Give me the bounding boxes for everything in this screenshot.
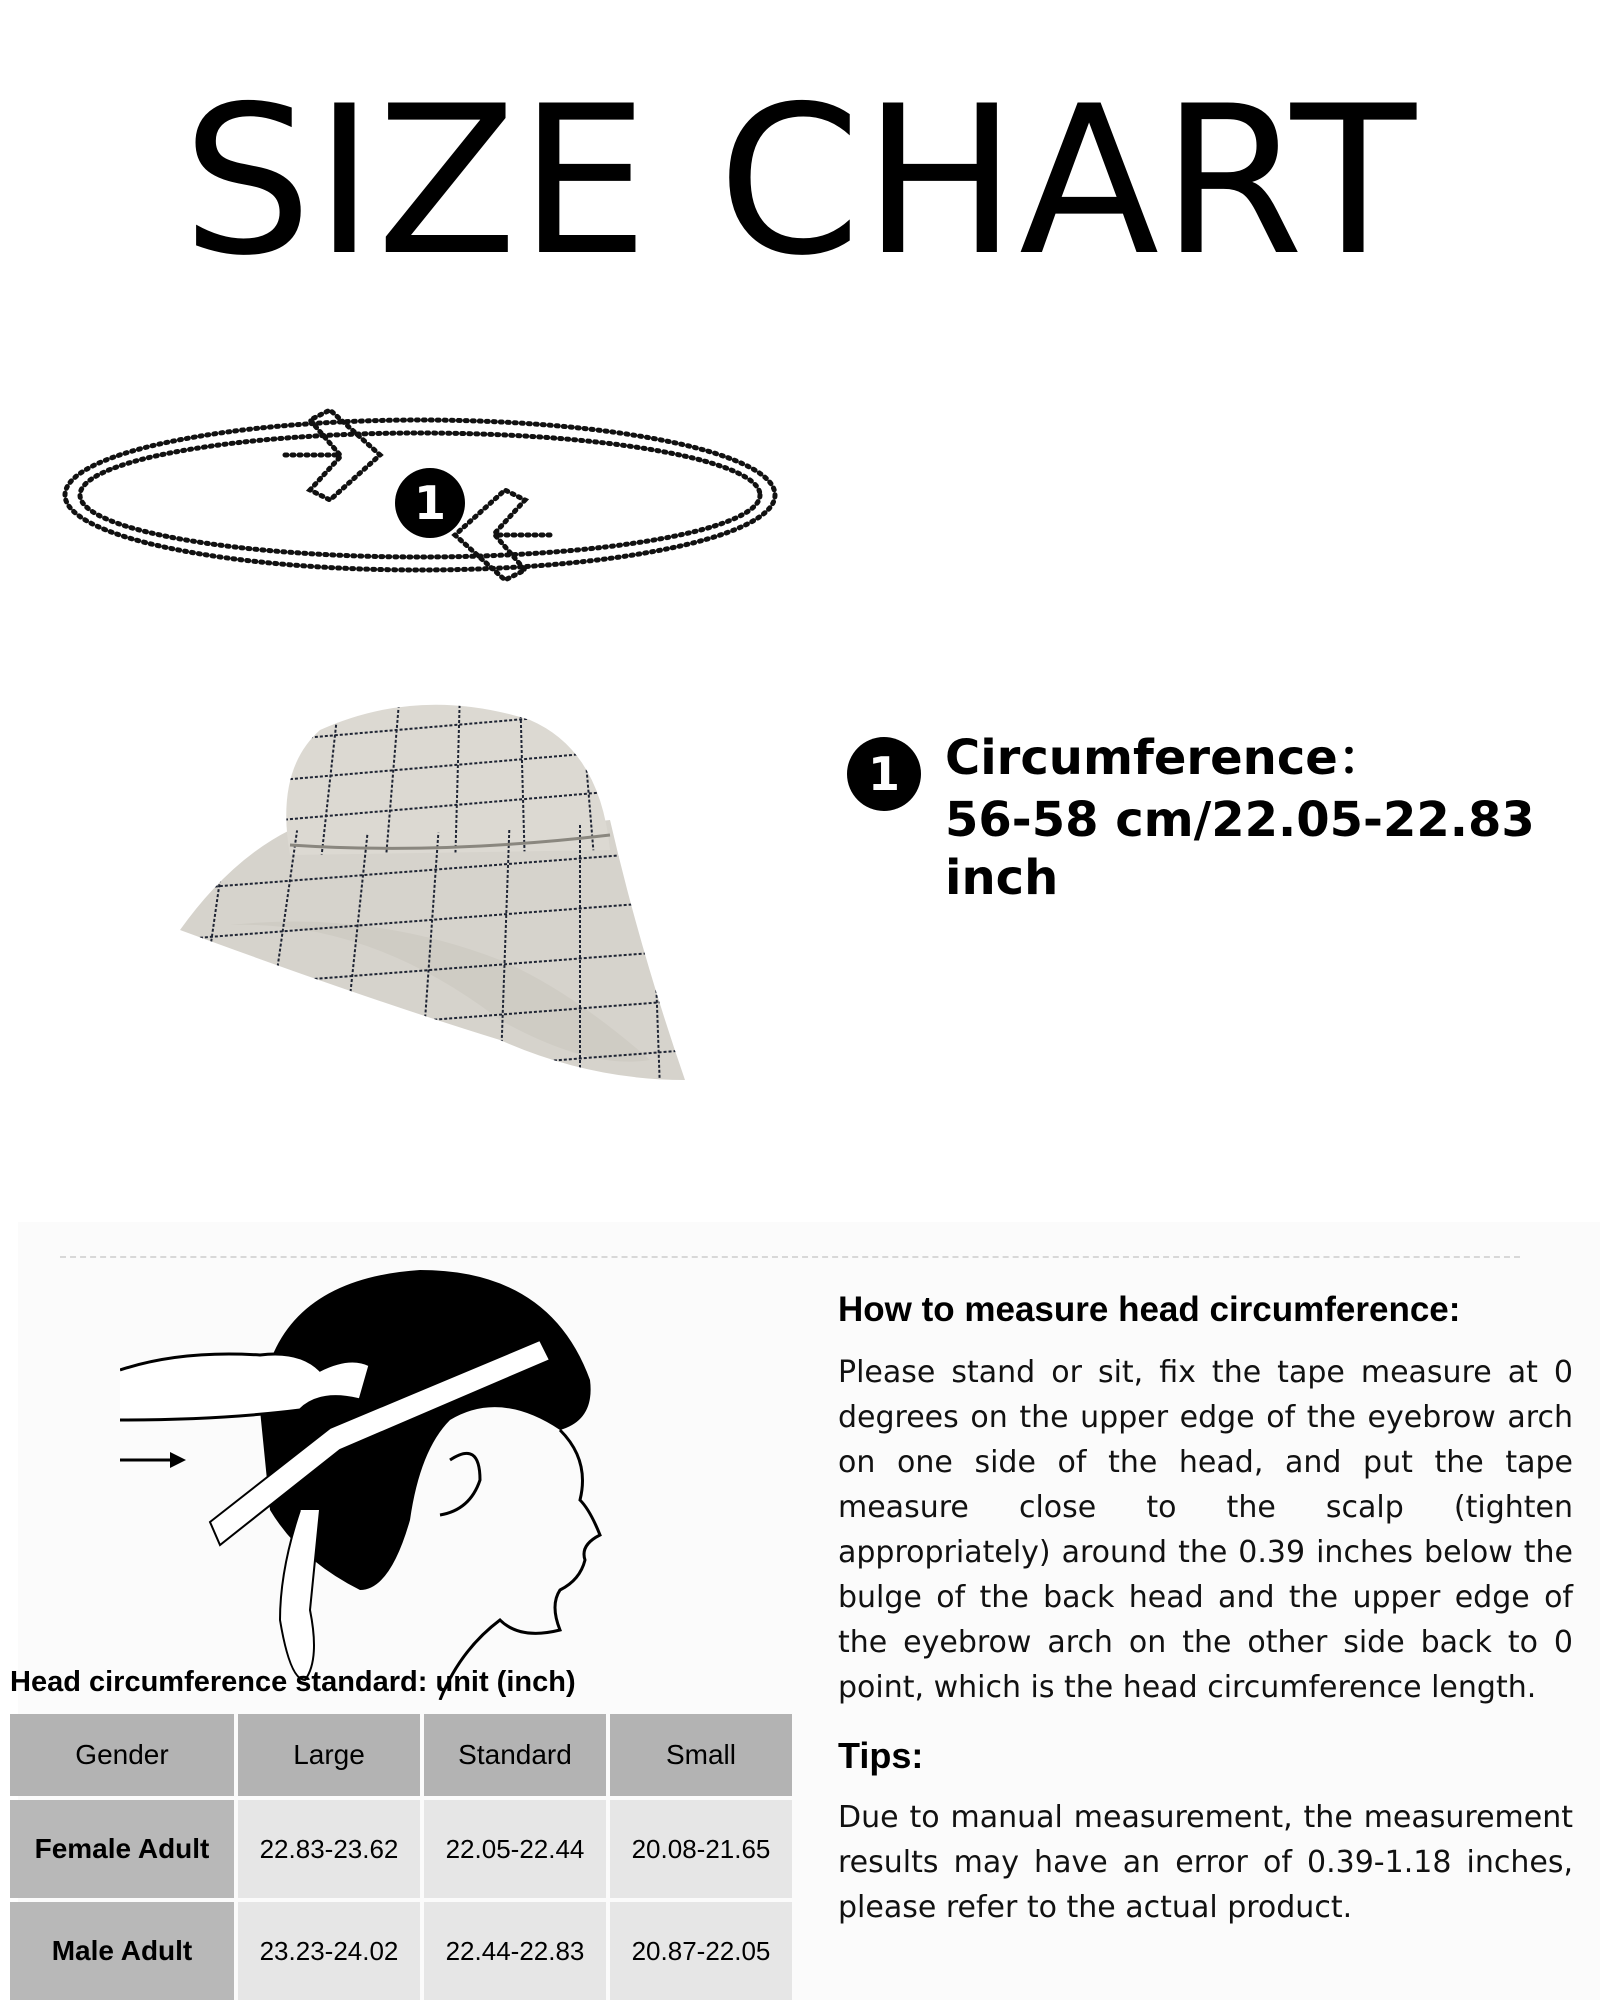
ring-number-text: 1 bbox=[413, 476, 447, 530]
row-label-female-adult: Female Adult bbox=[10, 1800, 234, 1898]
head-measurement-illustration bbox=[120, 1260, 640, 1700]
circumference-number-badge bbox=[845, 735, 923, 813]
table-row bbox=[10, 1800, 792, 1898]
column-header-gender: Gender bbox=[10, 1714, 234, 1796]
column-header-small: Small bbox=[610, 1714, 792, 1796]
measuring-ring-illustration bbox=[50, 395, 790, 625]
size-table-caption: Head circumference standard: unit (inch) bbox=[10, 1666, 576, 1698]
table-cell: 22.05-22.44 bbox=[424, 1800, 606, 1898]
column-header-standard: Standard bbox=[424, 1714, 606, 1796]
table-cell: 23.23-24.02 bbox=[238, 1902, 420, 2000]
howto-instructions: Please stand or sit, fix the tape measure at 0 degrees on the upper edge of the eyebrow arch on one side of the head, and put the tape measure close to the scalp (tighten appropriately) around the 0.39 inches below the bulge of the back head and the upper edge of the eyebrow arch on the other side back to 0 point, which is the head circumference length. bbox=[838, 1355, 1573, 1705]
row-label-male-adult: Male Adult bbox=[10, 1902, 234, 2000]
size-table bbox=[6, 1710, 796, 2004]
table-cell: 20.08-21.65 bbox=[610, 1800, 792, 1898]
svg-text:1: 1 bbox=[867, 747, 901, 801]
table-cell: 20.87-22.05 bbox=[610, 1902, 792, 2000]
bucket-hat-image bbox=[170, 690, 690, 1100]
tips-heading: Tips: bbox=[838, 1735, 924, 1776]
tips-text: Due to manual measurement, the measurement results may have an error of 0.39-1.18 inches, please refer to the actual product. bbox=[838, 1800, 1573, 1925]
table-cell: 22.44-22.83 bbox=[424, 1902, 606, 2000]
table-row bbox=[10, 1902, 792, 2000]
table-cell: 22.83-23.62 bbox=[238, 1800, 420, 1898]
circumference-label: Circumference： bbox=[945, 730, 1386, 786]
table-header-row bbox=[10, 1714, 792, 1796]
page-title: SIZE CHART bbox=[182, 63, 1418, 301]
howto-heading: How to measure head circumference: bbox=[838, 1290, 1461, 1329]
circumference-value: 56-58 cm/22.05-22.83 inch bbox=[945, 792, 1535, 906]
divider-line bbox=[60, 1256, 1520, 1258]
column-header-large: Large bbox=[238, 1714, 420, 1796]
